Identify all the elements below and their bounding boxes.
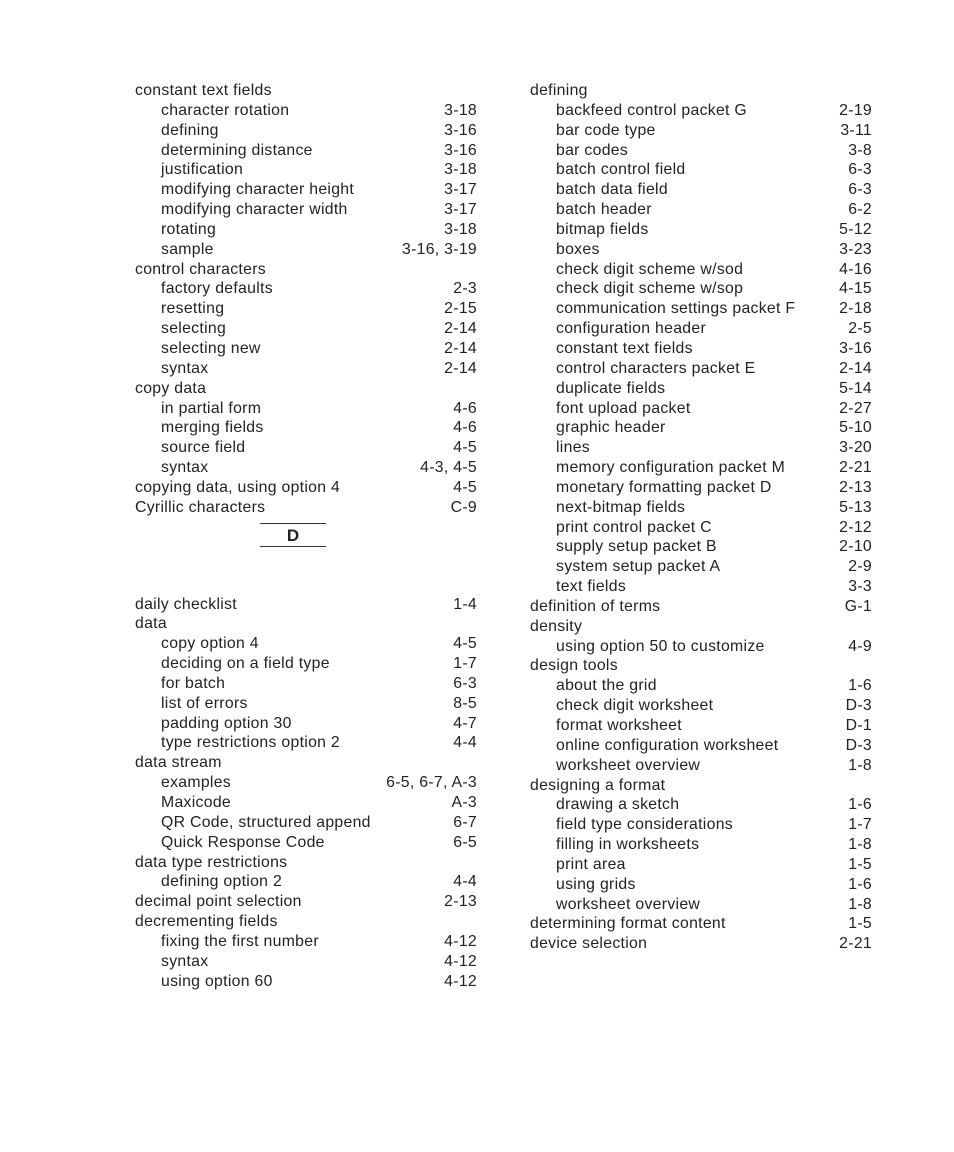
index-term: device selection: [530, 935, 648, 953]
index-subentry: [135, 932, 477, 952]
index-term: designing a format: [530, 776, 666, 794]
index-term: merging fields: [161, 419, 264, 437]
page-reference: 3-18: [444, 220, 477, 238]
page-reference: A-3: [451, 794, 477, 811]
index-subentry: [530, 498, 872, 518]
index-term: duplicate fields: [556, 379, 666, 397]
index-term: QR Code, structured append: [161, 813, 371, 831]
index-term: modifying character height: [161, 181, 355, 199]
index-subentry: [530, 637, 872, 657]
index-term: density: [530, 617, 583, 635]
index-subentry: [135, 180, 477, 200]
index-subentry: [530, 696, 872, 716]
page-reference: 6-3: [848, 161, 872, 179]
index-term: for batch: [161, 674, 226, 692]
page-reference: 1-7: [453, 655, 477, 673]
index-term: decimal point selection: [135, 893, 302, 911]
page-reference: 1-6: [848, 875, 872, 893]
page-reference: 2-14: [444, 320, 477, 338]
index-subentry: [530, 240, 872, 260]
index-subentry: [530, 121, 872, 141]
index-subentry: [530, 260, 872, 280]
index-term: bar code type: [556, 121, 656, 139]
page-reference: 3-17: [444, 181, 477, 199]
index-term: worksheet overview: [556, 756, 701, 774]
page-reference: 1-7: [848, 816, 872, 834]
index-subentry: [530, 220, 872, 240]
index-term: bitmap fields: [556, 220, 649, 238]
index-term: syntax: [161, 359, 209, 377]
index-term: daily checklist: [135, 595, 237, 613]
index-subentry: [135, 399, 477, 419]
index-term: determining format content: [530, 915, 726, 933]
page-reference: 6-3: [848, 181, 872, 199]
index-term: padding option 30: [161, 714, 292, 732]
index-subentry: [135, 674, 477, 694]
index-subentry: [530, 815, 872, 835]
index-subentry: [135, 141, 477, 161]
index-column-left: [135, 81, 477, 991]
index-term: defining option 2: [161, 873, 283, 891]
index-term: syntax: [161, 459, 209, 477]
page-reference: 3-3: [848, 578, 872, 596]
index-term: examples: [161, 774, 232, 792]
page-reference: 2-13: [839, 478, 872, 496]
index-subentry: [135, 654, 477, 674]
index-term: filling in worksheets: [556, 836, 700, 854]
index-term: field type considerations: [556, 816, 733, 834]
index-term: constant text fields: [135, 82, 272, 99]
index-subentry: [530, 279, 872, 299]
index-term: justification: [161, 161, 244, 179]
index-term: bar codes: [556, 141, 629, 159]
page-reference: 5-13: [839, 498, 872, 516]
index-subentry: [530, 557, 872, 577]
index-term: using grids: [556, 875, 636, 893]
page-reference: 4-12: [444, 972, 477, 990]
index-term: defining: [530, 82, 588, 99]
index-term: selecting new: [161, 339, 261, 357]
page-reference: 4-7: [453, 714, 477, 732]
page-reference: 2-12: [839, 518, 872, 536]
index-term: format worksheet: [556, 717, 682, 734]
index-term: in partial form: [161, 399, 262, 417]
index-term: selecting: [161, 320, 227, 338]
index-entry: [135, 379, 477, 399]
page-reference: D-3: [845, 697, 872, 715]
page-reference: 5-10: [839, 419, 872, 437]
index-term: resetting: [161, 300, 225, 318]
index-term: supply setup packet B: [556, 538, 717, 556]
index-subentry: [135, 634, 477, 654]
page-reference: D-3: [845, 736, 872, 754]
index-term: memory configuration packet M: [556, 459, 786, 477]
index-term: type restrictions option 2: [161, 734, 341, 752]
page-reference: 3-16: [444, 141, 477, 159]
index-subentry: [135, 339, 477, 359]
page-reference: 2-13: [444, 893, 477, 911]
page-reference: 4-9: [848, 637, 872, 655]
index-term: check digit scheme w/sop: [556, 280, 744, 298]
index-subentry: [530, 200, 872, 220]
page-reference: 1-8: [848, 895, 872, 913]
page-reference: 6-5: [453, 833, 477, 851]
index-entry: [135, 753, 477, 773]
index-subentry: [135, 200, 477, 220]
index-subentry: [135, 160, 477, 180]
index-term: syntax: [161, 952, 209, 970]
index-subentry: [135, 279, 477, 299]
page-reference: 1-8: [848, 836, 872, 854]
index-subentry: [530, 537, 872, 557]
index-subentry: [530, 736, 872, 756]
index-subentry: [135, 952, 477, 972]
page-reference: 4-12: [444, 952, 477, 970]
index-term: check digit worksheet: [556, 697, 714, 715]
page-reference: 3-16, 3-19: [401, 240, 477, 258]
page-reference: 1-6: [848, 796, 872, 814]
index-term: data: [135, 615, 167, 633]
index-entry: [135, 260, 477, 280]
index-subentry: [135, 240, 477, 260]
index-subentry: [135, 101, 477, 121]
page-reference: 4-5: [453, 635, 477, 653]
index-subentry: [530, 399, 872, 419]
index-entry: [530, 776, 872, 796]
page-reference: 4-3, 4-5: [420, 459, 477, 477]
index-term: online configuration worksheet: [556, 736, 779, 754]
index-subentry: [530, 379, 872, 399]
page-reference: 6-7: [453, 813, 477, 831]
index-entry: [530, 81, 872, 101]
index-subentry: [530, 478, 872, 498]
index-term: Quick Response Code: [161, 833, 325, 851]
index-term: using option 50 to customize: [556, 637, 765, 655]
page-reference: 4-5: [453, 439, 477, 457]
index-term: system setup packet A: [556, 558, 721, 576]
index-term: fixing the first number: [161, 932, 319, 950]
page-reference: 2-10: [839, 538, 872, 556]
index-entry: [530, 656, 872, 676]
index-term: factory defaults: [161, 280, 273, 298]
index-term: print area: [556, 855, 626, 873]
index-subentry: [530, 895, 872, 915]
page-reference: 4-5: [453, 478, 477, 496]
index-term: definition of terms: [530, 597, 661, 615]
index-term: decrementing fields: [135, 913, 278, 931]
index-list-d-start: [135, 595, 477, 992]
page-reference: 1-6: [848, 677, 872, 695]
index-subentry: [135, 813, 477, 833]
index-term: copy data: [135, 379, 207, 397]
index-subentry: [530, 359, 872, 379]
index-subentry: [530, 756, 872, 776]
page-reference: 6-3: [453, 674, 477, 692]
page-reference: 2-14: [444, 339, 477, 357]
page-reference: 2-5: [848, 320, 872, 338]
index-subentry: [530, 835, 872, 855]
page-reference: 6-2: [848, 201, 872, 219]
page-reference: 3-17: [444, 201, 477, 219]
page-reference: 3-16: [444, 121, 477, 139]
page-reference: 4-6: [453, 399, 477, 417]
index-entry: [530, 597, 872, 617]
index-term: character rotation: [161, 101, 290, 119]
page-reference: 1-8: [848, 756, 872, 774]
index-subentry: [135, 438, 477, 458]
index-term: batch control field: [556, 161, 686, 179]
index-term: deciding on a field type: [161, 655, 330, 673]
page-reference: 3-11: [840, 121, 872, 139]
index-term: Maxicode: [161, 794, 232, 811]
index-subentry: [135, 694, 477, 714]
page-reference: 1-5: [848, 915, 872, 933]
index-term: boxes: [556, 240, 600, 258]
index-entry: [135, 853, 477, 873]
index-term: communication settings packet F: [556, 300, 796, 318]
index-term: print control packet C: [556, 518, 712, 536]
page-reference: 3-18: [444, 161, 477, 179]
page-reference: 5-12: [839, 220, 872, 238]
index-term: text fields: [556, 578, 627, 596]
index-term: data stream: [135, 754, 222, 772]
index-column-right: [530, 81, 872, 954]
index-subentry: [530, 518, 872, 538]
page-reference: 4-4: [453, 734, 477, 752]
page-reference: 1-4: [453, 595, 477, 613]
index-term: next-bitmap fields: [556, 498, 686, 516]
index-entry: [135, 478, 477, 498]
index-term: data type restrictions: [135, 853, 288, 871]
index-subentry: [135, 299, 477, 319]
index-subentry: [530, 438, 872, 458]
index-subentry: [530, 180, 872, 200]
index-term: font upload packet: [556, 399, 691, 417]
index-subentry: [530, 577, 872, 597]
index-subentry: [135, 220, 477, 240]
index-term: lines: [556, 439, 590, 457]
index-term: using option 60: [161, 972, 273, 990]
index-term: defining: [161, 121, 219, 139]
index-term: check digit scheme w/sod: [556, 260, 744, 278]
index-subentry: [135, 458, 477, 478]
index-subentry: [135, 319, 477, 339]
page-reference: C-9: [450, 498, 477, 516]
index-term: source field: [161, 439, 246, 457]
page-reference: 2-14: [444, 359, 477, 377]
index-entry: [135, 498, 477, 518]
page-reference: 4-6: [453, 419, 477, 437]
index-subentry: [135, 359, 477, 379]
index-subentry: [530, 676, 872, 696]
index-term: configuration header: [556, 320, 707, 338]
index-subentry: [530, 458, 872, 478]
index-subentry: [135, 872, 477, 892]
index-term: rotating: [161, 220, 217, 238]
index-subentry: [530, 160, 872, 180]
page-reference: 2-15: [444, 300, 477, 318]
page-reference: 2-27: [839, 399, 872, 417]
section-letter: D: [260, 523, 326, 547]
index-term: Cyrillic characters: [135, 498, 266, 516]
page-reference: G-1: [844, 597, 872, 615]
index-list-c-tail: [135, 81, 477, 518]
page-reference: 4-12: [444, 932, 477, 950]
index-subentry: [530, 855, 872, 875]
index-term: drawing a sketch: [556, 796, 680, 814]
index-subentry: [530, 319, 872, 339]
index-term: monetary formatting packet D: [556, 478, 772, 496]
index-subentry: [530, 716, 872, 736]
page-reference: 2-21: [839, 935, 872, 953]
index-term: control characters: [135, 260, 266, 278]
index-subentry: [530, 299, 872, 319]
index-subentry: [530, 418, 872, 438]
page-reference: 3-20: [839, 439, 872, 457]
index-term: determining distance: [161, 141, 313, 159]
index-subentry: [135, 793, 477, 813]
index-entry: [530, 914, 872, 934]
index-subentry: [135, 714, 477, 734]
index-entry: [530, 617, 872, 637]
index-entry: [530, 934, 872, 954]
index-term: about the grid: [556, 677, 657, 695]
index-subentry: [135, 733, 477, 753]
page-reference: 2-18: [839, 300, 872, 318]
page-reference: 4-15: [839, 280, 872, 298]
index-term: control characters packet E: [556, 359, 756, 377]
page-reference: 5-14: [839, 379, 872, 397]
index-entry: [135, 595, 477, 615]
page-reference: D-1: [845, 717, 872, 734]
index-subentry: [530, 141, 872, 161]
index-term: design tools: [530, 657, 618, 675]
index-entry: [135, 892, 477, 912]
index-subentry: [530, 875, 872, 895]
page-reference: 3-16: [839, 339, 872, 357]
index-subentry: [135, 972, 477, 992]
index-subentry: [530, 795, 872, 815]
index-term: copy option 4: [161, 635, 259, 653]
index-term: constant text fields: [556, 339, 693, 357]
index-term: modifying character width: [161, 201, 348, 219]
index-term: batch header: [556, 201, 652, 219]
page-reference: 8-5: [453, 694, 477, 712]
index-subentry: [135, 418, 477, 438]
page-reference: 1-5: [848, 855, 872, 873]
index-term: batch data field: [556, 181, 668, 199]
index-entry: [135, 614, 477, 634]
page-reference: 6-5, 6-7, A-3: [386, 774, 477, 792]
index-entry: [135, 912, 477, 932]
index-term: graphic header: [556, 419, 666, 437]
page-reference: 4-16: [839, 260, 872, 278]
page-reference: 4-4: [453, 873, 477, 891]
index-term: list of errors: [161, 694, 248, 712]
page-reference: 2-3: [453, 280, 477, 298]
page-reference: 2-19: [839, 101, 872, 119]
index-subentry: [135, 773, 477, 793]
page-reference: 2-21: [839, 459, 872, 477]
index-entry: [135, 81, 477, 101]
section-heading-d: [135, 518, 477, 595]
page-reference: 3-8: [848, 141, 872, 159]
page-reference: 2-9: [848, 558, 872, 576]
index-term: sample: [161, 240, 214, 258]
index-term: backfeed control packet G: [556, 101, 748, 119]
index-subentry: [530, 101, 872, 121]
index-term: copying data, using option 4: [135, 478, 341, 496]
index-term: worksheet overview: [556, 895, 701, 913]
index-subentry: [530, 339, 872, 359]
index-subentry: [135, 121, 477, 141]
index-subentry: [135, 833, 477, 853]
page-reference: 3-23: [839, 240, 872, 258]
page-reference: 2-14: [839, 359, 872, 377]
page-reference: 3-18: [444, 101, 477, 119]
